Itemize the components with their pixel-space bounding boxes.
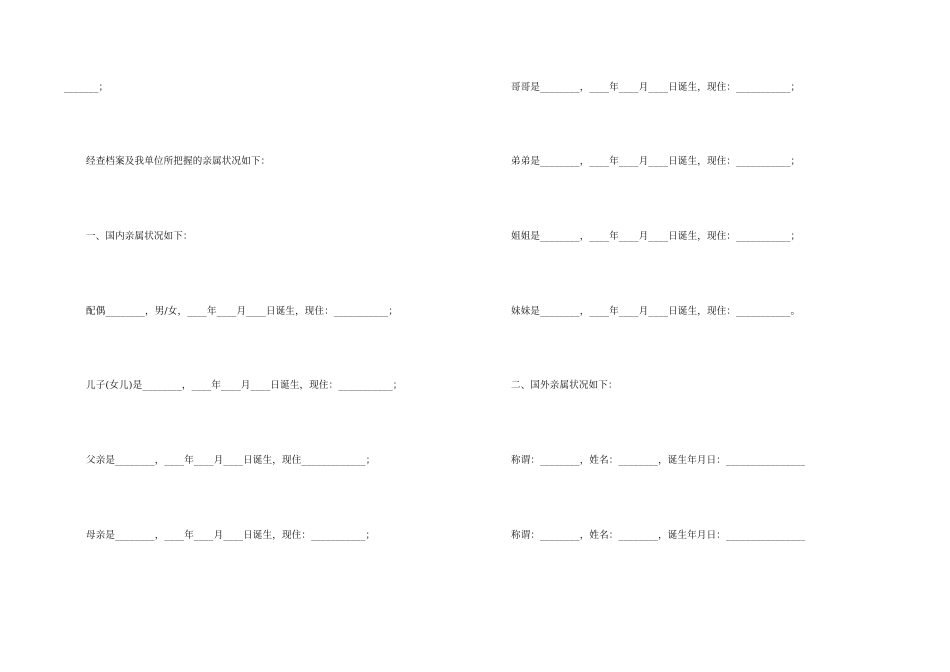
younger-sister-line: 妹妹是________，____年____月____日诞生，现住：___________。 [511, 306, 801, 317]
elder-sister-line: 姐姐是________，____年____月____日诞生，现住：___________； [511, 231, 801, 242]
younger-brother-line: 弟弟是________，____年____月____日诞生，现住：___________； [511, 156, 801, 167]
child-line: 儿子(女儿)是________，____年____月____日诞生，现住：___________； [86, 380, 403, 391]
section-heading-overseas-relatives: 二、国外亲属状况如下： [511, 380, 618, 391]
father-line: 父亲是________，____年____月____日诞生，现住_____________； [86, 455, 376, 466]
overseas-relative-line: 称谓：________，姓名：________，诞生年月日：________________ [511, 530, 806, 541]
intro-statement: 经查档案及我单位所把握的亲属状况如下： [86, 156, 271, 167]
mother-line: 母亲是________，____年____月____日诞生，现住：___________； [86, 530, 376, 541]
elder-brother-line: 哥哥是________，____年____月____日诞生，现住：___________； [511, 82, 801, 93]
continued-line: _______； [64, 82, 109, 93]
spouse-line: 配偶________，男/女，____年____月____日诞生，现住：___________； [86, 306, 399, 317]
section-heading-domestic-relatives: 一、国内亲属状况如下： [86, 231, 193, 242]
overseas-relative-line: 称谓：________，姓名：________，诞生年月日：________________ [511, 455, 806, 466]
